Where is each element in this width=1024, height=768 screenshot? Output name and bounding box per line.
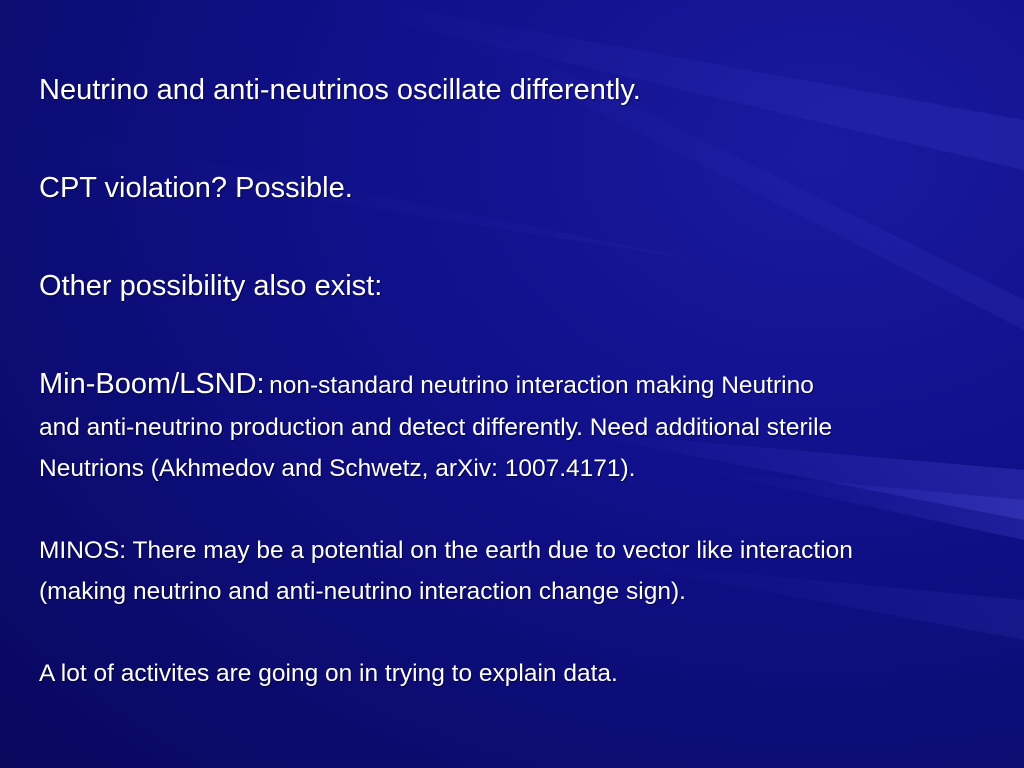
bullet-line-5: and anti-neutrino production and detect differently. Need additional sterile (39, 414, 833, 441)
bullet-line-2: CPT violation? Possible. (39, 172, 353, 204)
bullet-line-6: Neutrions (Akhmedov and Schwetz, arXiv: 1007.4171). (39, 455, 636, 482)
min-boone-text: non-standard neutrino interaction making Neutrino (269, 372, 814, 399)
min-boone-label: Min-Boom/LSND: (39, 368, 265, 400)
bullet-line-3: Other possibility also exist: (39, 270, 383, 302)
bullet-line-7: MINOS: There may be a potential on the earth due to vector like interaction (39, 537, 853, 564)
bullet-line-1: Neutrino and anti-neutrinos oscillate differently. (39, 74, 641, 106)
bullet-line-8: (making neutrino and anti-neutrino interaction change sign). (39, 578, 686, 605)
bullet-line-9: A lot of activites are going on in trying to explain data. (39, 660, 618, 687)
bullet-line-4 (39, 370, 814, 399)
